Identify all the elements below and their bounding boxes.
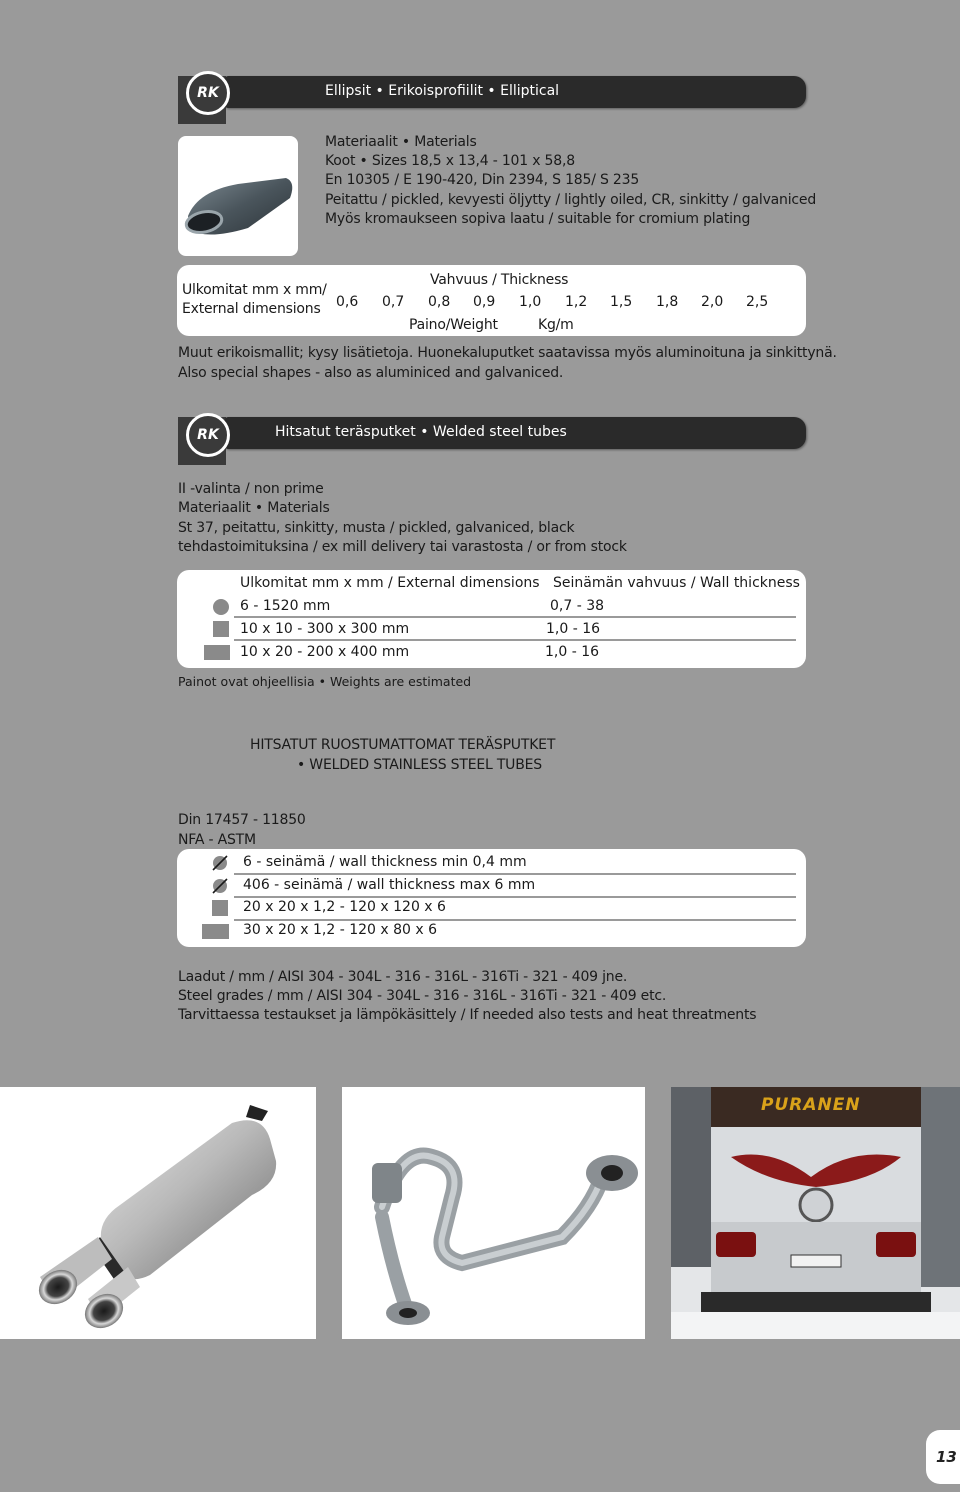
thickness-header: Vahvuus / Thickness — [430, 272, 569, 288]
finish-line: Peitattu / pickled, kevyesti öljytty / lightly oiled, CR, sinkitty / galvaniced — [325, 192, 817, 208]
section-2-title: Hitsatut teräsputket • Welded steel tubes — [275, 424, 567, 440]
materials-line: Materiaalit • Materials — [325, 134, 477, 150]
delivery-line: tehdastoimituksina / ex mill delivery tai varastosta / or from stock — [178, 539, 627, 555]
table-row: 20 x 20 x 1,2 - 120 x 120 x 6 — [243, 899, 446, 915]
weight-unit: Kg/m — [538, 317, 574, 333]
table-row-dims: 6 - 1520 mm — [240, 598, 331, 614]
thickness-value: 2,0 — [701, 294, 724, 310]
materials-line: Materiaalit • Materials — [178, 500, 330, 516]
thickness-value: 1,8 — [656, 294, 679, 310]
thickness-value: 1,2 — [565, 294, 588, 310]
weights-footnote: Painot ovat ohjeellisia • Weights are estimated — [178, 674, 472, 689]
section-1-title: Ellipsit • Erikoisprofiilit • Elliptical — [325, 83, 560, 99]
steel-grades-en: Steel grades / mm / AISI 304 - 304L - 316 - 316L - 316Ti - 321 - 409 etc. — [178, 988, 667, 1004]
row-divider — [234, 616, 796, 618]
table-row: 406 - seinämä / wall thickness max 6 mm — [243, 877, 536, 893]
muffler-photo — [0, 1087, 316, 1339]
table-row-dims: 10 x 20 - 200 x 400 mm — [240, 644, 410, 660]
thickness-value: 0,7 — [382, 294, 405, 310]
round-tube-icon — [213, 599, 229, 615]
table-row: 30 x 20 x 1,2 - 120 x 80 x 6 — [243, 922, 438, 938]
row-divider — [234, 919, 796, 921]
thickness-value: 0,8 — [428, 294, 451, 310]
stainless-heading-en: • WELDED STAINLESS STEEL TUBES — [297, 757, 542, 773]
truck-sign: PURANEN — [761, 1095, 861, 1115]
section-1-header — [225, 76, 806, 108]
table-row-wall: 1,0 - 16 — [545, 644, 600, 660]
rectangular-tube-icon — [204, 645, 230, 660]
thickness-value: 1,0 — [519, 294, 542, 310]
col-header-wall-thickness: Seinämän vahvuus / Wall thickness — [553, 575, 800, 591]
elliptical-tube-image — [178, 136, 298, 256]
exhaust-pipe-photo — [342, 1087, 645, 1339]
table-row: 6 - seinämä / wall thickness min 0,4 mm — [243, 854, 527, 870]
table-row-wall: 0,7 - 38 — [550, 598, 605, 614]
col-header-dimensions: Ulkomitat mm x mm / External dimensions — [240, 575, 540, 591]
rk-logo: RK — [186, 71, 230, 115]
finish-line: St 37, peitattu, sinkitty, musta / pickled, galvaniced, black — [178, 520, 575, 536]
section-2-header — [225, 417, 806, 449]
thickness-value: 0,6 — [336, 294, 359, 310]
thickness-value: 1,5 — [610, 294, 633, 310]
standard-din: Din 17457 - 11850 — [178, 812, 306, 828]
dim-label-en: External dimensions — [182, 301, 321, 317]
diameter-icon — [211, 854, 229, 872]
row-divider — [234, 896, 796, 898]
row-divider — [234, 873, 796, 875]
thickness-value: 0,9 — [473, 294, 496, 310]
weight-label: Paino/Weight — [409, 317, 498, 333]
table-row-dims: 10 x 10 - 300 x 300 mm — [240, 621, 410, 637]
row-divider — [234, 639, 796, 641]
steel-grades-fi: Laadut / mm / AISI 304 - 304L - 316 - 316L - 316Ti - 321 - 409 jne. — [178, 969, 628, 985]
testing-note: Tarvittaessa testaukset ja lämpökäsittely / If needed also tests and heat threatments — [178, 1007, 757, 1023]
rk-logo: RK — [186, 413, 230, 457]
diameter-icon — [211, 877, 229, 895]
stainless-heading-fi: HITSATUT RUOSTUMATTOMAT TERÄSPUTKET — [250, 737, 556, 753]
plating-line: Myös kromaukseen sopiva laatu / suitable for cromium plating — [325, 211, 751, 227]
standards-line: En 10305 / E 190-420, Din 2394, S 185/ S 235 — [325, 172, 640, 188]
thickness-value: 2,5 — [746, 294, 769, 310]
square-tube-icon — [213, 621, 229, 637]
dim-label-fi: Ulkomitat mm x mm/ — [182, 282, 327, 298]
page-number: 13 — [926, 1430, 960, 1484]
sizes-line: Koot • Sizes 18,5 x 13,4 - 101 x 58,8 — [325, 153, 575, 169]
square-tube-icon — [212, 900, 228, 916]
rectangular-tube-icon — [202, 924, 229, 939]
standard-nfa: NFA - ASTM — [178, 832, 256, 848]
special-shapes-note-fi: Muut erikoismallit; kysy lisätietoja. Huonekaluputket saatavissa myös aluminoituna ja sinkittynä. — [178, 345, 837, 361]
grade-line: II -valinta / non prime — [178, 481, 324, 497]
special-shapes-note-en: Also special shapes - also as aluminiced and galvaniced. — [178, 365, 564, 381]
table-row-wall: 1,0 - 16 — [546, 621, 601, 637]
truck-photo — [671, 1087, 960, 1339]
